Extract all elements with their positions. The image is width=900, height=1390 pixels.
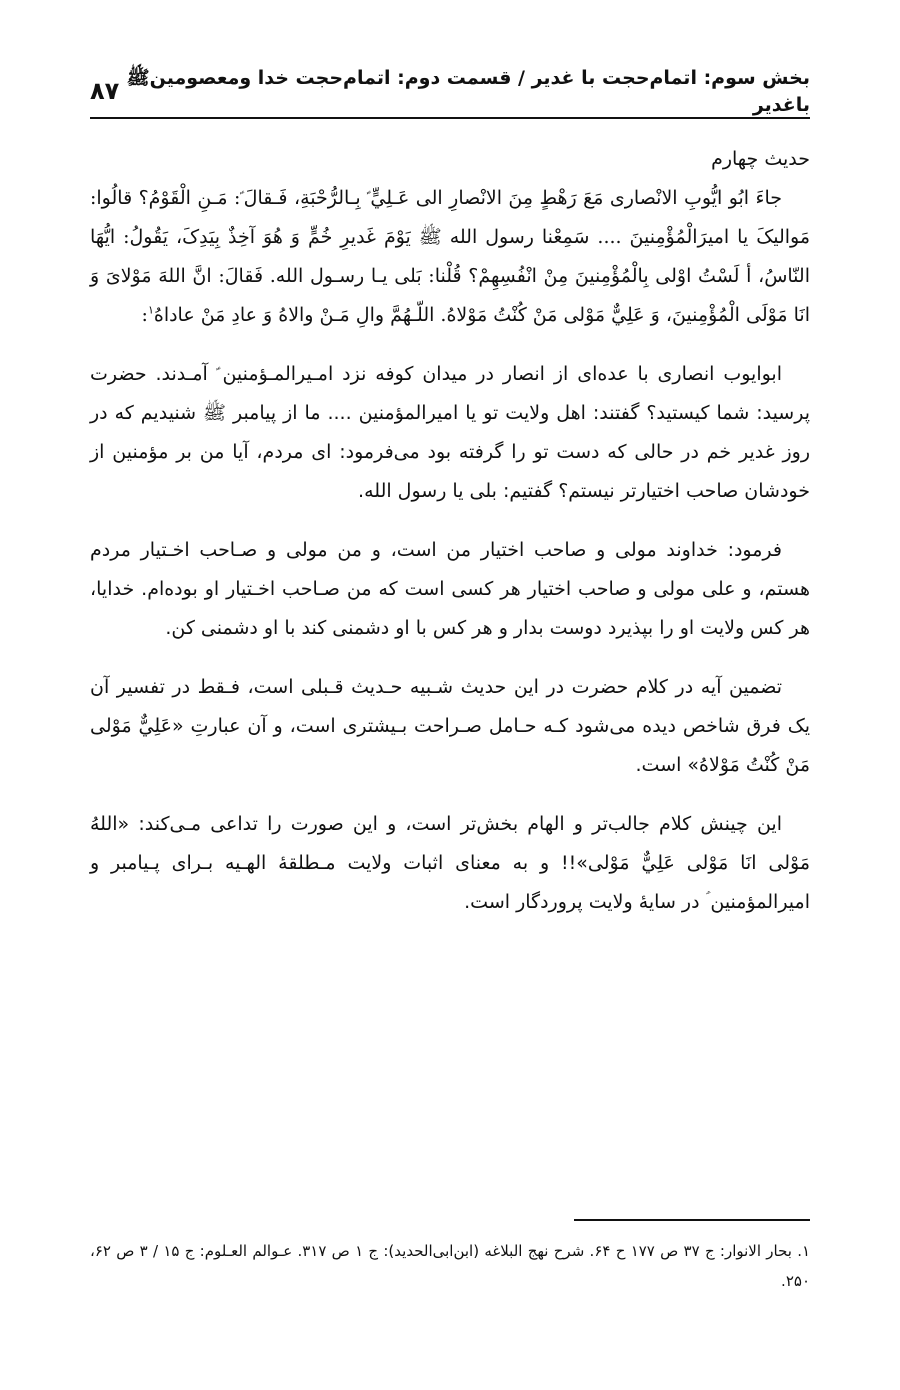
translation-paragraph-2: فرمود: خداوند مولی و صاحب اختیار من است، و من مولی و صـاحب اخـتیار مردم هستم، و علی مولی و صاحب اختیار هر کسی است که من صـاحب اخـتیار او بوده‌ام. خدایا، هر کس ولایت او را بپذیرد دوست بدار و هر کس با او دشمنی کند با او دشمنی کن. <box>90 539 810 639</box>
footnote-1: ۱. بحار الانوار: ج ۳۷ ص ۱۷۷ ح ۶۴. شرح نهج البلاغه (ابن‌ابی‌الحدید): ج ۱ ص ۳۱۷. عـوالم العـلوم: ج ۱۵ / ۳ ص ۶۲، ۲۵۰. <box>90 1242 811 1290</box>
section-title: حدیث چهارم <box>711 148 810 170</box>
arabic-hadith-text: جاءَ ابُو ايُّوبِ الانْصارى مَعَ رَهْطٍ مِنَ الانْصارِ الى عَـلِيٍّ ؑ بِـالرُّحْبَةِ، فَـقالَ ؑ: مَـنِ الْقَوْمُ؟ قالُوا: مَواليکَ يا اميرَالْمُؤْمِنينَ .... سَمِعْنا رسول الله ﷺ يَوْمَ غَديرِ خُمٍّ وَ هُوَ آخِذٌ بِيَدِکَ، يَقُولُ: ايُّهَا النّاسُ، أ لَسْتُ اوْلى بِالْمُؤْمِنينَ مِنْ انْفُسِهِمْ؟ قُلْنا: بَلى يـا رسـول الله. فَقالَ: انَّ اللهَ مَوْلاىَ وَ انَا مَوْلَى الْمُؤْمِنينَ، وَ عَلِيٌّ مَوْلى مَنْ کُنْتُ مَوْلاهُ. اللّـهُمَّ والِ مَـنْ والاهُ وَ عادِ مَنْ عاداهُ <box>90 187 810 326</box>
header-rule <box>90 117 810 119</box>
main-text <box>90 140 810 922</box>
commentary-paragraph-2: این چینش کلام جالب‌تر و الهام بخش‌تر است، و این صورت را تداعی مـی‌کند: «اللهُ مَوْلی انَا مَوْلی عَلِيٌّ مَوْلی»!! و به معنای اثبات ولایت مـطلقهٔ الهـیه بـرای پـیامبر و امیرالمؤمنین ؑ در سایهٔ ولایت پروردگار است. <box>90 813 810 913</box>
arabic-hadith-paragraph <box>90 179 810 335</box>
page-number: ۸۷ <box>90 77 120 105</box>
translation-paragraph-1: ابوایوب انصاری با عده‌ای از انصار در میدان کوفه نزد امـیرالمـؤمنین ؑ آمـدند. حضرت پرسید: شما کیستید؟ گفتند: اهل ولایت تو یا امیرالمؤمنین .... ما از پیامبر ﷺ شنیدیم که در روز غدیر خم در حالی که دست تو را گرفته بود می‌فرمود: ای مردم، آیا من بر مؤمنین از خودشان صاحب اختیارتر نیستم؟ گفتیم: بلی یا رسول الله. <box>90 363 810 502</box>
arabic-hadith-end: : <box>141 304 148 326</box>
book-page <box>90 0 810 1390</box>
running-title: بخش سوم: اتمام‌حجت با غدیر / قسمت دوم: اتمام‌حجت خدا ومعصومینﷺ باغدیر <box>126 67 810 116</box>
footnotes <box>90 1236 810 1296</box>
footnote-rule <box>574 1219 810 1221</box>
commentary-paragraph-1: تضمین آیه در کلام حضرت در این حدیث شـبیه حـدیث قـبلی است، فـقط در تفسیر آن یک فرق شاخص دیده می‌شود کـه حـامل صـراحت بـیشتری است، و آن عبارتِ «عَلِيٌّ مَوْلى مَنْ کُنْتُ مَوْلاهُ» است. <box>90 676 810 776</box>
footnote-marker[interactable]: ۱ <box>147 303 154 317</box>
running-header <box>90 67 810 116</box>
